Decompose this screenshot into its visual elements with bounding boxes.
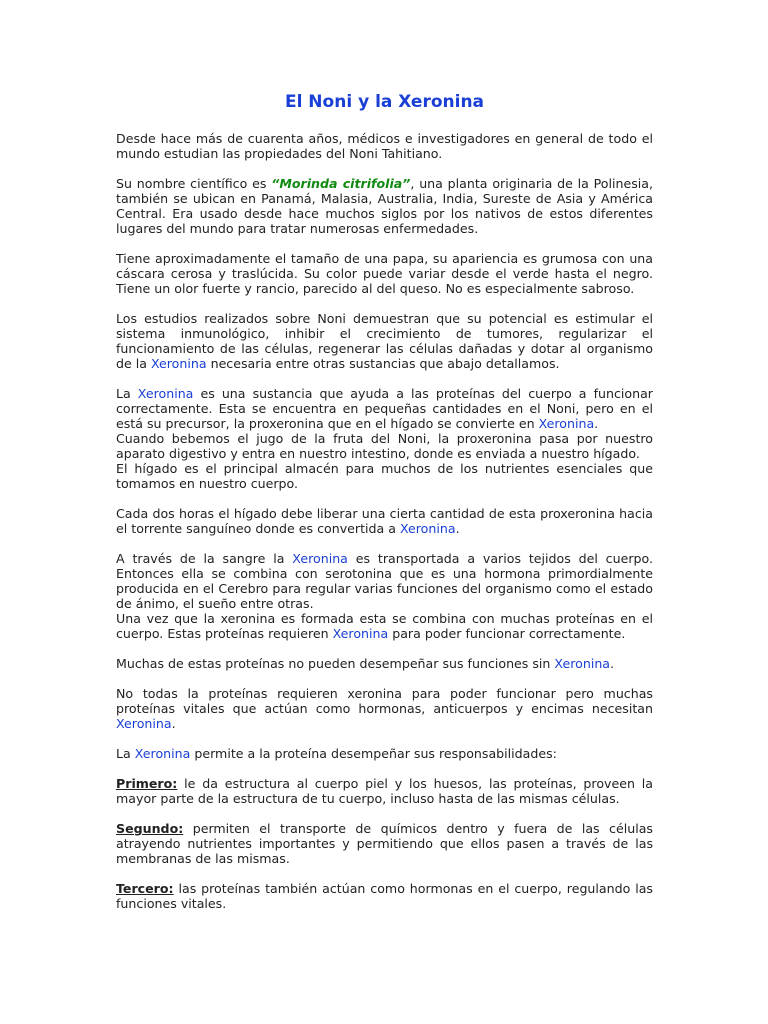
paragraph-transport — [116, 551, 653, 641]
paragraph-appearance: Tiene aproximadamente el tamaño de una papa, su apariencia es grumosa con una cáscara cerosa y traslúcida. Su color puede variar desde el verde hasta el negro. Tiene un olor fuerte y rancio, parecido al del queso. No es especialmente sabroso. — [116, 251, 653, 296]
item-label-first: Primero: — [116, 776, 178, 791]
paragraph-liver: Cada dos horas el hígado debe liberar una cierta cantidad de esta proxeronina hacia el torrente sanguíneo donde es convertida a Xeronina. — [116, 506, 653, 536]
paragraph-responsibilities: La Xeronina permite a la proteína desempeñar sus responsabilidades: — [116, 746, 557, 761]
paragraph-scientific-name: Su nombre científico es “Morinda citrifolia”, una planta originaria de la Polinesia, también se ubican en Panamá, Malasia, Australia, India, Sureste de Asia y América Central. Era usado desde hace muchos siglos por los nativos de estos diferentes lugares del mundo para tratar numerosas enfermedades. — [116, 176, 653, 236]
item-label-third: Tercero: — [116, 881, 174, 896]
xeronina-link[interactable]: Xeronina — [150, 356, 207, 371]
text-line: A través de la sangre la Xeronina es transportada a varios tejidos del cuerpo. Entonces ella se combina con serotonina que es una hormona primordialmente producida en el Cerebro para regular varias funciones del organismo como el estado de ánimo, el sueño entre otras. — [116, 551, 653, 611]
xeronina-link[interactable]: Xeronina — [292, 551, 348, 566]
text-line: La Xeronina es una sustancia que ayuda a las proteínas del cuerpo a funcionar correctamente. Esta se encuentra en pequeñas cantidades en el Noni, pero en el está su precursor, la proxeronina que en el hígado se convierte en Xeronina. — [116, 386, 653, 431]
document-page — [116, 92, 653, 926]
document-title: El Noni y la Xeronina — [284, 92, 485, 112]
paragraph-vital-proteins: No todas la proteínas requieren xeronina para poder funcionar pero muchas proteínas vitales que actúan como hormonas, anticuerpos y encimas necesitan Xeronina. — [116, 686, 653, 731]
xeronina-link[interactable]: Xeronina — [399, 521, 456, 536]
paragraph-intro: Desde hace más de cuarenta años, médicos e investigadores en general de todo el mundo estudian las propiedades del Noni Tahitiano. — [116, 131, 653, 161]
paragraph-second: Segundo: permiten el transporte de químicos dentro y fuera de las células atrayendo nutrientes importantes y permitiendo que ellos pasen a través de las membranas de las mismas. — [116, 821, 653, 866]
xeronina-link[interactable]: Xeronina — [554, 656, 611, 671]
xeronina-link[interactable]: Xeronina — [332, 626, 389, 641]
text-line: Cuando bebemos el jugo de la fruta del Noni, la proxeronina pasa por nuestro aparato digestivo y entra en nuestro intestino, donde es enviada a nuestro hígado. — [116, 431, 653, 461]
paragraph-xeronina-substance — [116, 386, 653, 491]
xeronina-link[interactable]: Xeronina — [137, 386, 194, 401]
paragraph-functions: Muchas de estas proteínas no pueden desempeñar sus funciones sin Xeronina. — [116, 656, 615, 671]
text-line: Una vez que la xeronina es formada esta se combina con muchas proteínas en el cuerpo. Estas proteínas requieren Xeronina para poder funcionar correctamente. — [116, 611, 653, 641]
paragraph-third: Tercero: las proteínas también actúan como hormonas en el cuerpo, regulando las funciones vitales. — [116, 881, 653, 911]
xeronina-link[interactable]: Xeronina — [538, 416, 595, 431]
paragraph-studies: Los estudios realizados sobre Noni demuestran que su potencial es estimular el sistema inmunológico, inhibir el crecimiento de tumores, regularizar el funcionamiento de las células, regenerar las células dañadas y dotar al organismo de la Xeronina necesaria entre otras sustancias que abajo detallamos. — [116, 311, 653, 371]
item-label-second: Segundo: — [116, 821, 184, 836]
xeronina-link[interactable]: Xeronina — [116, 716, 172, 731]
xeronina-link[interactable]: Xeronina — [134, 746, 191, 761]
paragraph-first: Primero: le da estructura al cuerpo piel y los huesos, las proteínas, proveen la mayor parte de la estructura de tu cuerpo, incluso hasta de las mismas células. — [116, 776, 653, 806]
text-line: El hígado es el principal almacén para muchos de los nutrientes esenciales que tomamos en nuestro cuerpo. — [116, 461, 653, 491]
scientific-name: “Morinda citrifolia” — [271, 176, 411, 191]
